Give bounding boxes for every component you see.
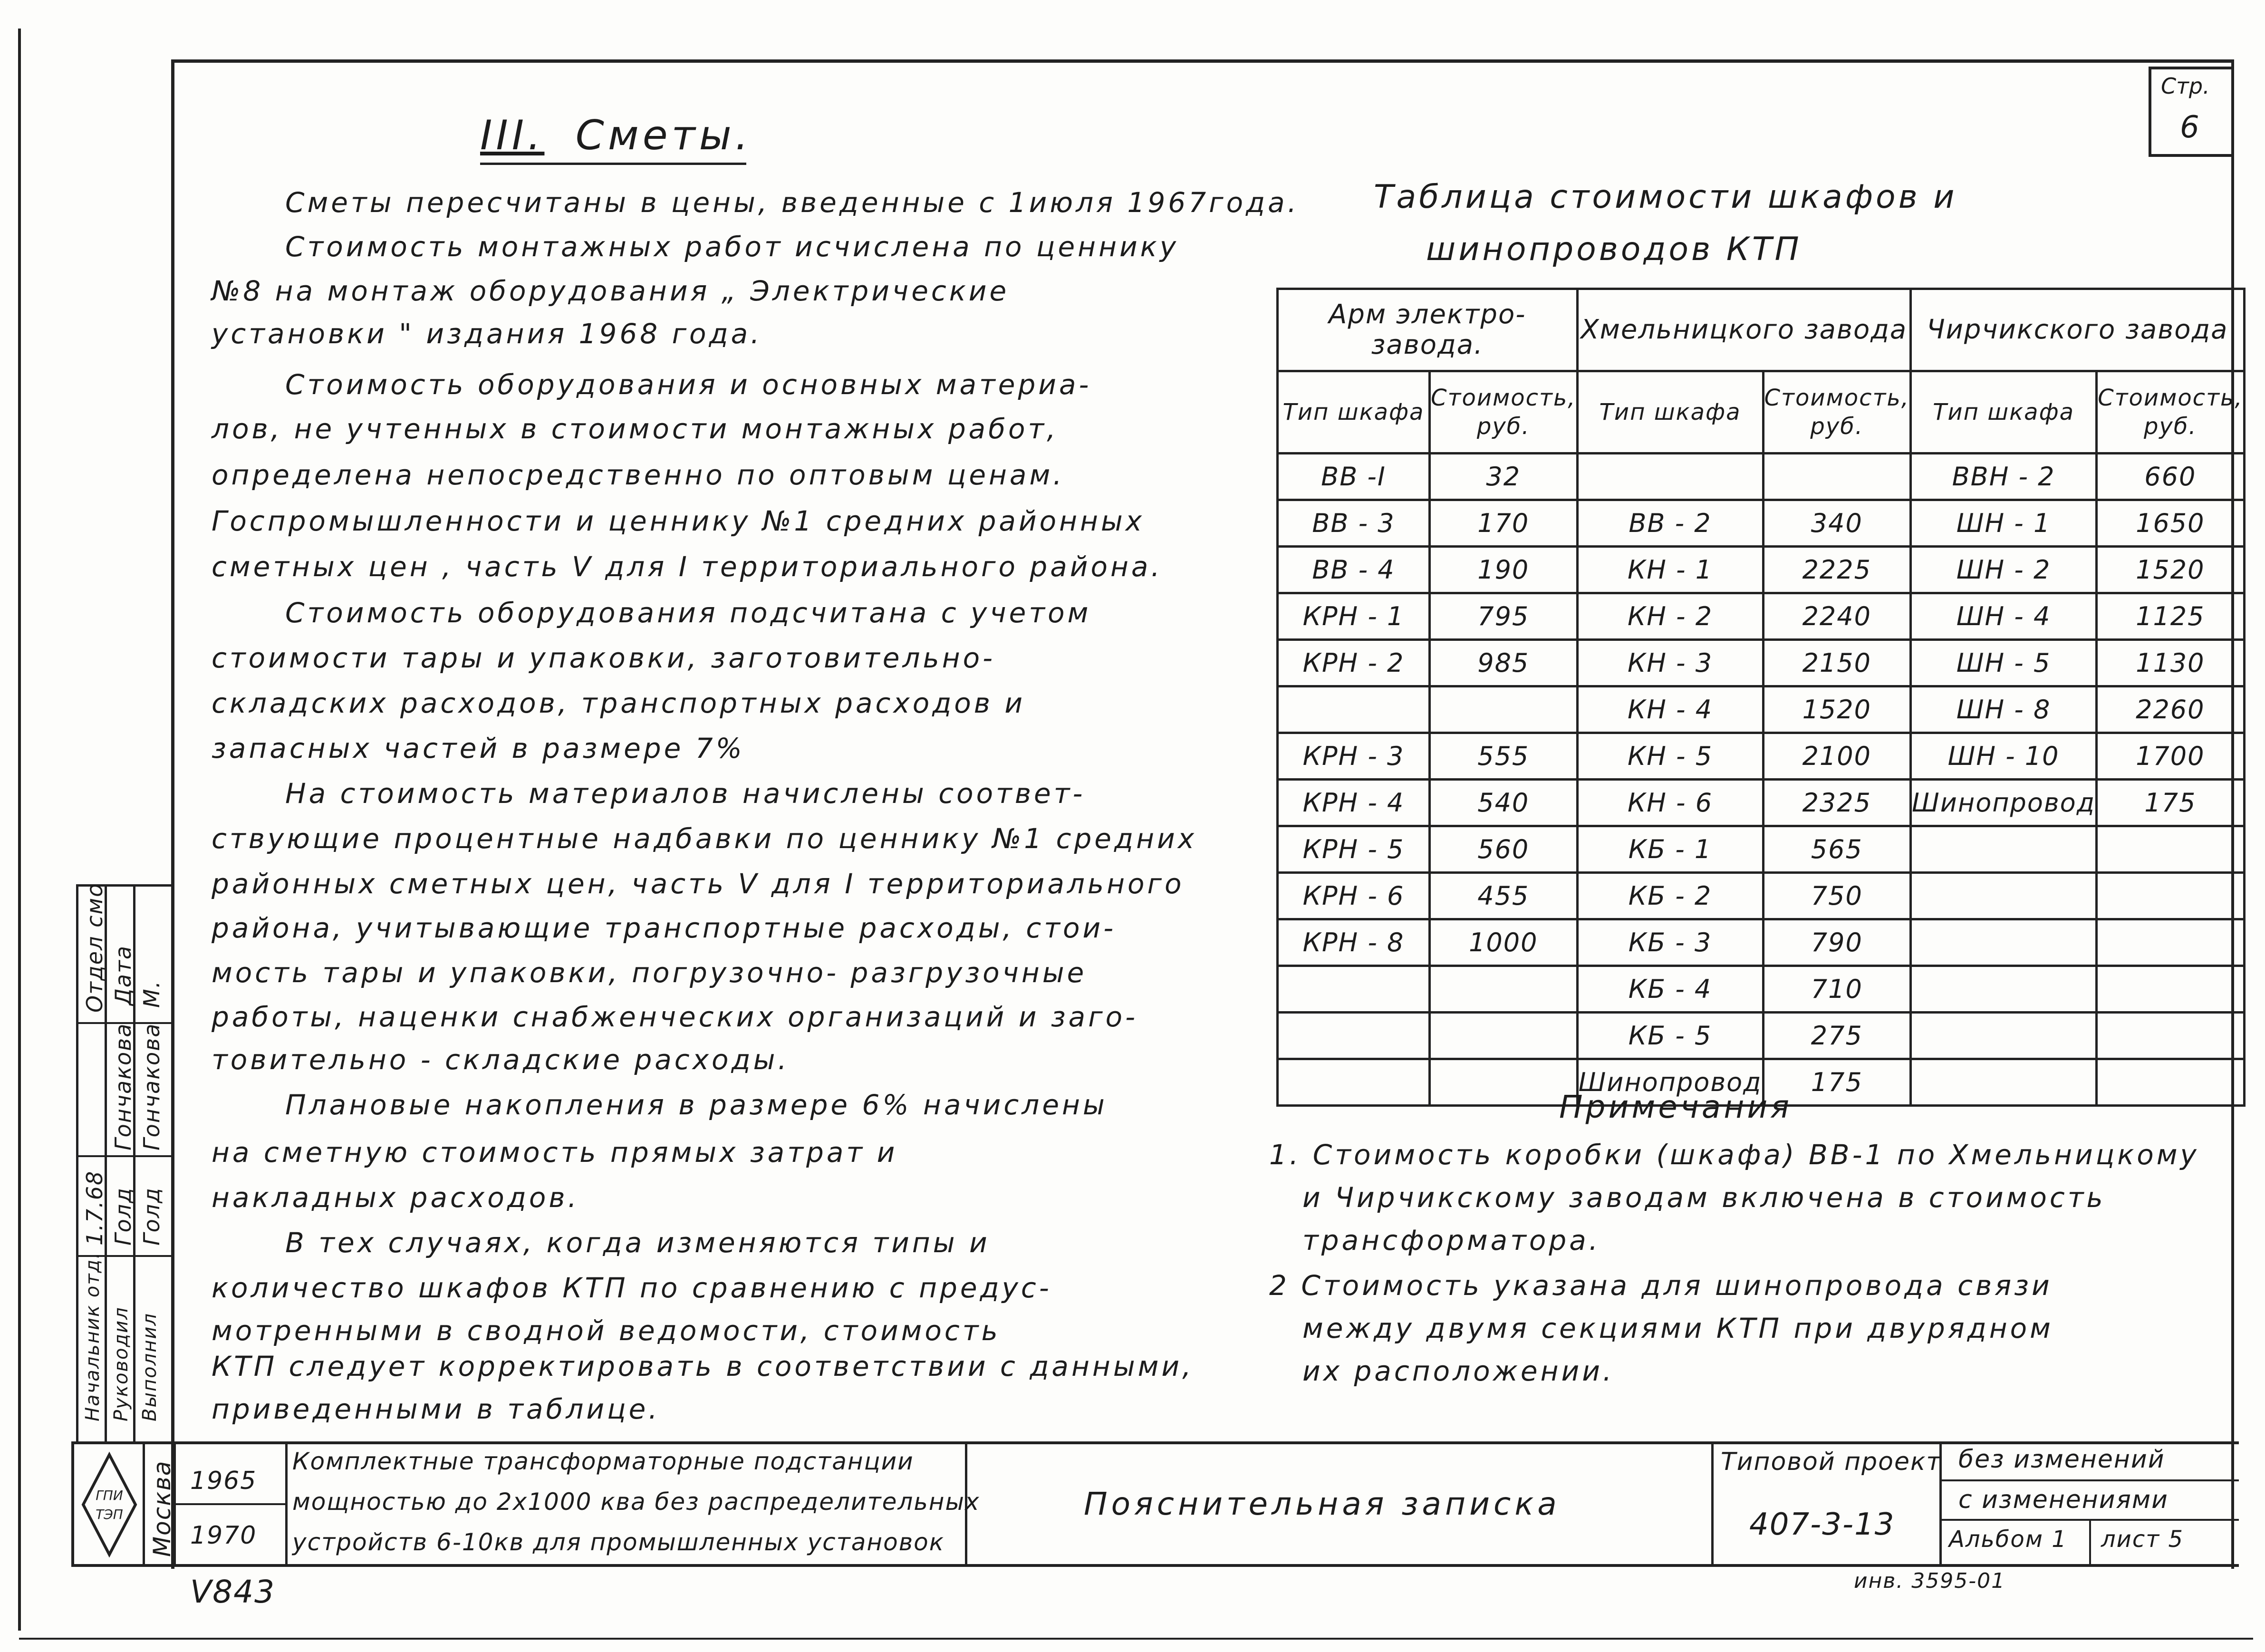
note-line: 1. Стоимость коробки (шкафа) ВВ-1 по Хмельницкому <box>1269 1139 2199 1171</box>
cost-table <box>1276 288 2246 1107</box>
cell-type <box>1911 826 2097 873</box>
cell-cost: 275 <box>1763 1013 1911 1059</box>
group-header: Чирчикского завода <box>1911 289 2245 371</box>
table-row <box>1278 919 2245 966</box>
table-row <box>1278 1013 2245 1059</box>
cell-type: КБ - 3 <box>1577 919 1763 966</box>
cell-cost: 2100 <box>1763 733 1911 780</box>
col-header-type: Тип шкафа <box>1911 371 2097 454</box>
cell-type: КРН - 3 <box>1278 733 1430 780</box>
sheet: лист 5 <box>2101 1526 2184 1553</box>
body-line: районных сметных цен, часть V для I территориального <box>212 868 1185 900</box>
organization-logo <box>78 1448 140 1562</box>
body-line: ствующие процентные надбавки по ценнику №1 средних <box>212 822 1197 855</box>
svg-text:ГПИ: ГПИ <box>96 1488 123 1503</box>
cell-cost: 790 <box>1763 919 1911 966</box>
cell-cost: 565 <box>1763 826 1911 873</box>
page-number-label: Стр. <box>2161 73 2210 99</box>
cell-cost: 1520 <box>2097 547 2245 593</box>
body-line: Стоимость оборудования и основных материа- <box>285 368 1092 401</box>
cell-cost: 175 <box>2097 780 2245 826</box>
cell-type: ШН - 8 <box>1911 686 2097 733</box>
cell-type: КН - 4 <box>1577 686 1763 733</box>
cell-type <box>1278 686 1430 733</box>
heading-underline <box>480 163 746 165</box>
cell-cost: 795 <box>1430 593 1578 640</box>
stamp-date: 1.7.68 <box>82 1170 107 1246</box>
cell-type <box>1278 1013 1430 1059</box>
body-line: установки " издания 1968 года. <box>212 318 762 350</box>
cell-type <box>1911 966 2097 1013</box>
body-line: На стоимость материалов начислены соответ- <box>285 777 1086 810</box>
body-line: В тех случаях, когда изменяются типы и <box>285 1227 990 1259</box>
stamp-mark: М. <box>139 980 164 1008</box>
project-name-line: Комплектные трансформаторные подстанции <box>292 1448 914 1475</box>
cell-cost <box>1430 1059 1578 1106</box>
cell-cost: 32 <box>1430 454 1578 500</box>
cell-cost: 1125 <box>2097 593 2245 640</box>
cell-type: ШН - 2 <box>1911 547 2097 593</box>
body-line: товительно - складские расходы. <box>212 1043 790 1076</box>
cell-type: ВВ - 4 <box>1278 547 1430 593</box>
city: Москва <box>148 1460 176 1557</box>
cell-type: КБ - 2 <box>1577 873 1763 919</box>
cell-type: КРН - 4 <box>1278 780 1430 826</box>
table-row <box>1278 780 2245 826</box>
year-end: 1970 <box>190 1521 257 1550</box>
col-header-type: Тип шкафа <box>1577 371 1763 454</box>
cell-cost: 2325 <box>1763 780 1911 826</box>
cell-cost: 1130 <box>2097 640 2245 686</box>
cell-cost: 170 <box>1430 500 1578 547</box>
cell-type: КБ - 4 <box>1577 966 1763 1013</box>
cell-cost: 750 <box>1763 873 1911 919</box>
table-title-line1: Таблица стоимости шкафов и <box>1374 178 1957 216</box>
section-title: Сметы. <box>575 112 752 159</box>
cell-cost: 1700 <box>2097 733 2245 780</box>
cell-cost: 1650 <box>2097 500 2245 547</box>
body-line: района, учитывающие транспортные расходы, стои- <box>212 912 1117 944</box>
cell-type: КРН - 6 <box>1278 873 1430 919</box>
body-line: лов, не учтенных в стоимости монтажных работ, <box>212 413 1059 445</box>
body-line: сметных цен , часть V для I территориального района. <box>212 551 1163 583</box>
table-row <box>1278 826 2245 873</box>
cell-type: КРН - 1 <box>1278 593 1430 640</box>
year-start: 1965 <box>190 1467 257 1495</box>
cell-type: КН - 3 <box>1577 640 1763 686</box>
cell-cost: 190 <box>1430 547 1578 593</box>
note-line: между двумя секциями КТП при двурядном <box>1302 1312 2053 1344</box>
cell-type: КН - 2 <box>1577 593 1763 640</box>
body-line: Стоимость оборудования подсчитана с учетом <box>285 597 1091 629</box>
body-line: работы, наценки снабженческих организаций и заго- <box>212 1001 1138 1033</box>
body-line: №8 на монтаж оборудования „ Электрические <box>212 275 1010 307</box>
notes-title: Примечания <box>1559 1089 1792 1125</box>
cell-cost: 710 <box>1763 966 1911 1013</box>
cell-type: ВВ -I <box>1278 454 1430 500</box>
cell-cost <box>1430 1013 1578 1059</box>
section-heading <box>480 112 752 159</box>
note-line: 2 Стоимость указана для шинопровода связи <box>1269 1269 2053 1302</box>
change-status: с изменениями <box>1958 1486 2169 1514</box>
cell-type: КРН - 8 <box>1278 919 1430 966</box>
cell-type: КН - 1 <box>1577 547 1763 593</box>
left-binding-line <box>18 29 21 1631</box>
project-name-line: мощностью до 2х1000 ква без распределительных <box>292 1488 980 1516</box>
cell-type <box>1911 873 2097 919</box>
body-line: КТП следует корректировать в соответствии с данными, <box>212 1350 1194 1382</box>
cell-type: КБ - 5 <box>1577 1013 1763 1059</box>
table-row <box>1278 454 2245 500</box>
table-row <box>1278 547 2245 593</box>
typical-project-label: Типовой проект <box>1721 1448 1942 1476</box>
col-header-cost: Стоимость, руб. <box>2097 371 2245 454</box>
stamp-name: Гончакова <box>139 1023 164 1150</box>
cell-type: КРН - 5 <box>1278 826 1430 873</box>
stamp-role: Выполнил <box>139 1313 161 1421</box>
cell-type: ВВ - 2 <box>1577 500 1763 547</box>
cell-type: ВВ - 3 <box>1278 500 1430 547</box>
cell-cost: 2240 <box>1763 593 1911 640</box>
note-line: трансформатора. <box>1302 1224 1601 1256</box>
body-line: стоимости тары и упаковки, заготовительно- <box>212 642 996 674</box>
page-number-box <box>2149 67 2234 157</box>
cell-type: ШН - 10 <box>1911 733 2097 780</box>
cell-type <box>1911 1059 2097 1106</box>
body-line: мость тары и упаковки, погрузочно- разгрузочные <box>212 956 1087 989</box>
body-line: приведенными в таблице. <box>212 1393 660 1425</box>
cell-cost: 985 <box>1430 640 1578 686</box>
col-header-cost: Стоимость, руб. <box>1763 371 1911 454</box>
body-line: Сметы пересчитаны в цены, введенные с 1июля 1967года. <box>285 186 1300 219</box>
svg-text:ТЭП: ТЭП <box>96 1507 123 1522</box>
cell-type: КБ - 1 <box>1577 826 1763 873</box>
stamp-role: Руководил <box>110 1306 132 1421</box>
cell-type: КРН - 2 <box>1278 640 1430 686</box>
below-note: V843 <box>190 1574 276 1610</box>
table-row <box>1278 500 2245 547</box>
table-row <box>1278 640 2245 686</box>
cell-type: ВВН - 2 <box>1911 454 2097 500</box>
col-header-type: Тип шкафа <box>1278 371 1430 454</box>
body-line: накладных расходов. <box>212 1181 579 1214</box>
note-line: и Чирчикскому заводам включена в стоимость <box>1302 1181 2106 1214</box>
cell-cost <box>2097 826 2245 873</box>
cell-cost: 560 <box>1430 826 1578 873</box>
cost-table-body <box>1278 454 2245 1106</box>
cell-cost: 660 <box>2097 454 2245 500</box>
stamp-signature: Голд <box>139 1187 164 1246</box>
body-line: на сметную стоимость прямых затрат и <box>212 1136 898 1169</box>
cell-cost: 175 <box>1763 1059 1911 1106</box>
project-name-line: устройств 6-10кв для промышленных установок <box>292 1528 945 1556</box>
cell-type: ШН - 4 <box>1911 593 2097 640</box>
cell-type: КН - 5 <box>1577 733 1763 780</box>
cell-cost: 340 <box>1763 500 1911 547</box>
cell-cost: 455 <box>1430 873 1578 919</box>
cell-cost <box>2097 1059 2245 1106</box>
stamp-signature: Голд <box>110 1187 136 1246</box>
cell-type <box>1577 454 1763 500</box>
cell-cost <box>2097 966 2245 1013</box>
cell-cost: 555 <box>1430 733 1578 780</box>
body-line: мотренными в сводной ведомости, стоимость <box>212 1314 1001 1347</box>
section-numeral: III. <box>480 112 545 159</box>
stamp-name: Гончакова <box>110 1023 136 1150</box>
body-line: Плановые накопления в размере 6% начислены <box>285 1089 1108 1121</box>
cell-type <box>1278 966 1430 1013</box>
body-line: Стоимость монтажных работ исчислена по ценнику <box>285 231 1179 263</box>
note-line: их расположении. <box>1302 1355 1615 1387</box>
cell-type: ШН - 5 <box>1911 640 2097 686</box>
cell-cost: 540 <box>1430 780 1578 826</box>
album: Альбом 1 <box>1949 1526 2067 1553</box>
cell-cost: 1000 <box>1430 919 1578 966</box>
table-row <box>1278 873 2245 919</box>
body-line: определена непосредственно по оптовым ценам. <box>212 459 1065 491</box>
cell-cost <box>1763 454 1911 500</box>
body-line: количество шкафов КТП по сравнению с предус- <box>212 1272 1052 1304</box>
table-row <box>1278 733 2245 780</box>
group-header: Арм электро- завода. <box>1278 289 1578 371</box>
cell-type: КН - 6 <box>1577 780 1763 826</box>
cell-type <box>1911 1013 2097 1059</box>
inventory-number: инв. 3595-01 <box>1854 1569 2006 1593</box>
cell-cost <box>1430 966 1578 1013</box>
group-header: Хмельницкого завода <box>1577 289 1911 371</box>
cell-cost <box>2097 1013 2245 1059</box>
cell-cost: 2260 <box>2097 686 2245 733</box>
cell-cost: 2150 <box>1763 640 1911 686</box>
stamp-dept: Отдел смо <box>82 882 107 1013</box>
change-status: без изменений <box>1958 1445 2165 1474</box>
body-line: запасных частей в размере 7% <box>212 732 745 764</box>
table-row <box>1278 966 2245 1013</box>
table-row <box>1278 593 2245 640</box>
cell-cost: 2225 <box>1763 547 1911 593</box>
cell-cost: 1520 <box>1763 686 1911 733</box>
stamp-role: Начальник отд. <box>82 1251 104 1421</box>
typical-project-number: 407-3-13 <box>1749 1507 1895 1542</box>
stamp-date-label: Дата <box>110 945 136 1005</box>
table-row <box>1278 686 2245 733</box>
cell-type <box>1911 919 2097 966</box>
page-number-value: 6 <box>2180 110 2199 145</box>
cell-type <box>1278 1059 1430 1106</box>
cell-cost <box>2097 919 2245 966</box>
cell-cost <box>1430 686 1578 733</box>
body-line: складских расходов, транспортных расходов и <box>212 687 1026 719</box>
cell-type: ШН - 1 <box>1911 500 2097 547</box>
cell-cost <box>2097 873 2245 919</box>
col-header-cost: Стоимость, руб. <box>1430 371 1578 454</box>
body-line: Госпромышленности и ценнику №1 средних районных <box>212 505 1145 537</box>
cell-type: Шинопровод <box>1911 780 2097 826</box>
document-name: Пояснительная записка <box>1084 1486 1561 1522</box>
table-title-line2: шинопроводов КТП <box>1426 231 1802 268</box>
bottom-trim-line <box>19 1638 2253 1640</box>
cell-type: Шинопровод <box>1577 1059 1763 1106</box>
